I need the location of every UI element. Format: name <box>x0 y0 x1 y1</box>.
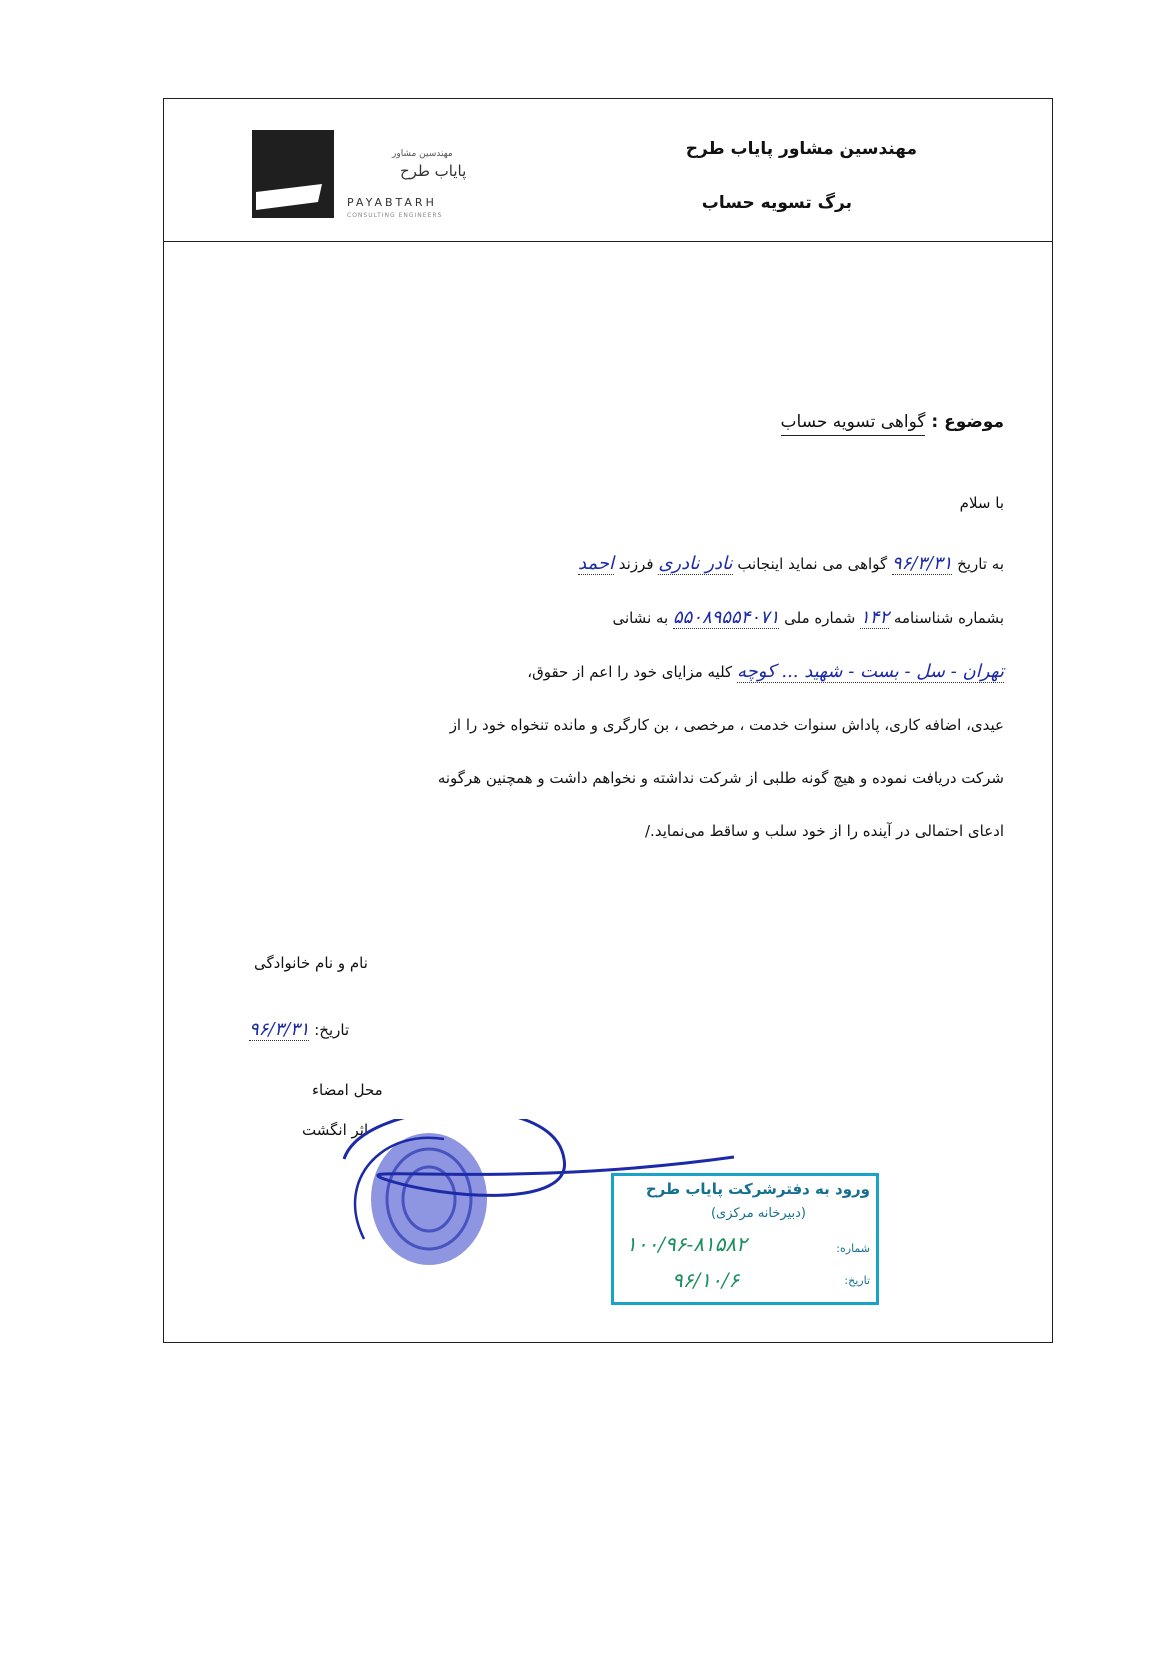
name-family-label: نام و نام خانوادگی <box>254 954 368 972</box>
letter-header <box>164 99 1052 242</box>
company-logo-mark <box>252 130 334 218</box>
body-text: به تاریخ <box>957 555 1004 573</box>
body-text: گواهی می نماید اینجانب <box>737 555 888 573</box>
stamp-date-label: تاریخ: <box>844 1274 870 1287</box>
greeting: با سلام <box>959 494 1004 512</box>
stamp-number-label: شماره: <box>836 1242 870 1255</box>
subject-line <box>781 412 1004 432</box>
national-id-field: ۵۵۰۸۹۵۵۴۰۷۱ <box>673 607 780 628</box>
stamp-date: ۹۶/۱۰/۶ <box>672 1268 740 1292</box>
body-text: به نشانی <box>612 609 669 627</box>
signature-date-label: تاریخ: <box>314 1021 350 1039</box>
signature-date-value: ۹۶/۳/۳۱ <box>249 1019 310 1040</box>
birth-certificate-field: ۱۴۲ <box>860 607 890 628</box>
company-name: مهندسین مشاور پایاب طرح <box>685 139 917 159</box>
logo-subtitle-en: CONSULTING ENGINEERS <box>347 212 443 219</box>
logo-text-en: PAYABTARH <box>347 196 437 209</box>
logo-subtitle-fa: مهندسین مشاور <box>392 149 453 159</box>
stamp-title: ورود به دفترشرکت پایاب طرح <box>645 1180 870 1198</box>
subject-label: موضوع : <box>931 412 1004 432</box>
body-line: عیدی، اضافه کاری، پاداش سنوات خدمت ، مرخصی ، بن کارگری و مانده تنخواه خود را از <box>449 716 1004 734</box>
body-text: فرزند <box>618 555 654 573</box>
certificate-body <box>204 537 1004 858</box>
logo-text-fa: پایاب طرح <box>400 162 467 180</box>
form-title: برگ تسویه حساب <box>701 193 852 213</box>
body-line: ادعای احتمالی در آینده را از خود سلب و ساقط می‌نماید./ <box>645 822 1004 840</box>
body-text: شماره ملی <box>784 609 856 627</box>
document-frame <box>163 98 1053 1343</box>
subject-value: گواهی تسویه حساب <box>781 412 926 436</box>
signature-place-label: محل امضاء <box>312 1081 383 1099</box>
name-field: نادر نادری <box>658 553 733 574</box>
body-line: شرکت دریافت نموده و هیچ گونه طلبی از شرکت نداشته و نخواهم داشت و همچنین هرگونه <box>437 769 1004 787</box>
father-name-field: احمد <box>578 553 614 574</box>
body-text: کلیه مزایای خود را اعم از حقوق، <box>527 663 733 681</box>
signature-date <box>249 1019 349 1040</box>
stamp-number: ۱۰۰/۹۶-۸۱۵۸۲ <box>626 1232 747 1256</box>
fingerprint-label: اثر انگشت <box>302 1121 369 1139</box>
registry-stamp <box>611 1173 879 1305</box>
address-field: تهران - سل - بست - شهید ... کوچه <box>736 661 1004 682</box>
body-text: بشماره شناسنامه <box>893 609 1004 627</box>
date-field: ۹۶/۳/۳۱ <box>891 553 953 574</box>
stamp-subtitle: (دبیرخانه مرکزی) <box>710 1206 806 1221</box>
